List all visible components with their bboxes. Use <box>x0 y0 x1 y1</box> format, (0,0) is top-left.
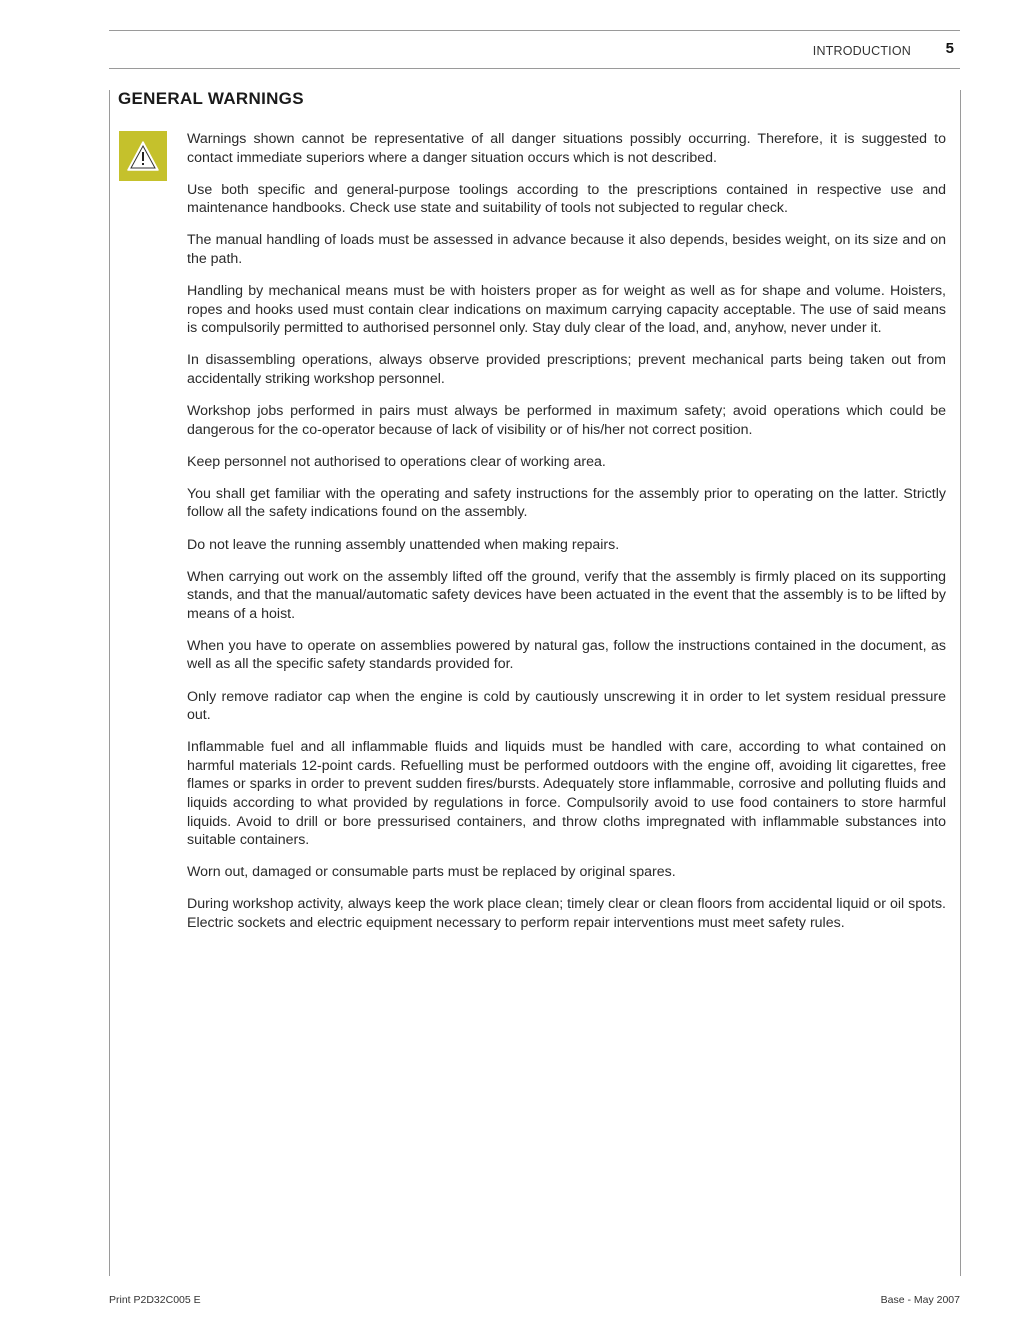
warning-paragraph: During workshop activity, always keep the work place clean; timely clear or clean floors from accidental liquid or oil spots. Electric sockets and electric equipment necessary to perform repair interventions must meet safety rules. <box>187 896 946 931</box>
header-bottom-rule <box>109 68 960 69</box>
warning-paragraph: When carrying out work on the assembly lifted off the ground, verify that the assembly is firmly placed on its supporting stands, and that the manual/automatic safety devices have been actuated in the event that the assembly is to be lifted by means of a hoist. <box>187 568 946 622</box>
warning-box <box>119 131 167 181</box>
warning-paragraph: Workshop jobs performed in pairs must always be performed in maximum safety; avoid operations which could be dangerous for the co-operator because of lack of visibility or of his/her not correct position. <box>187 403 946 438</box>
warning-paragraph: Do not leave the running assembly unattended when making repairs. <box>187 536 620 553</box>
header-top-rule <box>109 30 960 31</box>
footer-edition-date: Base - May 2007 <box>880 1294 960 1306</box>
page-number: 5 <box>945 40 954 57</box>
header-section-title: INTRODUCTION <box>812 44 911 58</box>
warning-triangle-icon <box>126 140 160 172</box>
warning-paragraph: Keep personnel not authorised to operations clear of working area. <box>187 453 606 470</box>
warning-paragraph: The manual handling of loads must be assessed in advance because it also depends, besides weight, on its size and on the path. <box>187 232 946 267</box>
warning-paragraph: In disassembling operations, always observe provided prescriptions; prevent mechanical parts being taken out from accidentally striking workshop personnel. <box>187 352 946 387</box>
warning-paragraph: You shall get familiar with the operating and safety instructions for the assembly prior to operating on the latter. Strictly follow all the safety indications found on the assembly. <box>187 485 946 521</box>
warning-paragraph: Use both specific and general-purpose toolings according to the prescriptions contained in respective use and maintenance handbooks. Check use state and suitability of tools not subjected to regular check. <box>187 181 946 217</box>
warnings-body <box>187 130 946 946</box>
section-heading: GENERAL WARNINGS <box>118 89 304 108</box>
left-border-line <box>109 90 110 1276</box>
warning-paragraph: Only remove radiator cap when the engine is cold by cautiously unscrewing it in order to let system residual pressure out. <box>187 688 946 724</box>
warning-paragraph: When you have to operate on assemblies powered by natural gas, follow the instructions contained in the document, as well as all the specific safety standards provided for. <box>187 637 946 673</box>
footer-print-code: Print P2D32C005 E <box>109 1294 201 1306</box>
warning-paragraph: Warnings shown cannot be representative of all danger situations possibly occurring. Therefore, it is suggested to contact immediate superiors where a danger situation occurs which is not described. <box>187 131 946 166</box>
warning-paragraph: Handling by mechanical means must be with hoisters proper as for weight as well as for shape and volume. Hoisters, ropes and hooks used must contain clear indications on maximum carrying capacity acceptable. The use of said means is compulsorily permitted to authorised personnel only. Stay duly clear of the load, and, anyhow, never under it. <box>187 283 946 337</box>
warning-paragraph: Worn out, damaged or consumable parts must be replaced by original spares. <box>187 864 676 881</box>
warning-paragraph: Inflammable fuel and all inflammable fluids and liquids must be handled with care, according to what contained on harmful materials 12-point cards. Refuelling must be performed outdoors with the engine off, avoiding lit cigarettes, free flames or sparks in order to prevent sudden fires/bursts. Adequately store inflammable, corrosive and polluting fluids and liquids according to what provided by regulations in force. Compulsorily avoid to use food containers to store harmful liquids. Avoid to drill or bore pressurised containers, and throw cloths impregnated with inflammable substances into suitable containers. <box>187 739 946 849</box>
right-border-line <box>960 90 961 1276</box>
